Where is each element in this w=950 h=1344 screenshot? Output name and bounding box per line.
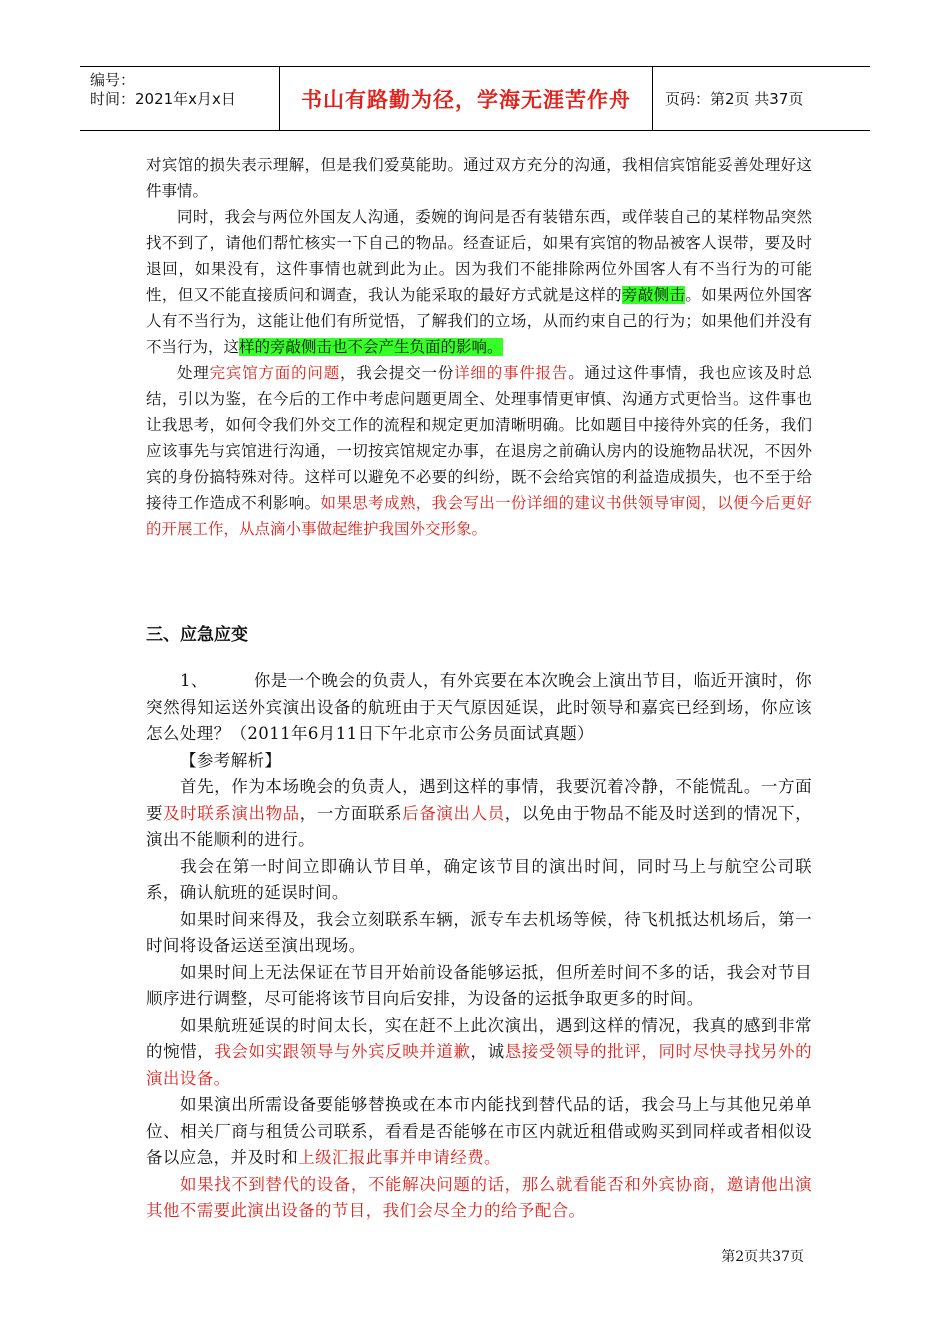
answer-paragraph: 我会在第一时间立即确认节目单，确定该节目的演出时间，同时马上与航空公司联系，确认航班的延误时间。	[146, 856, 812, 902]
page-footer: 第2页共37页	[721, 1249, 804, 1265]
answer-paragraph: 如果时间来得及，我会立刻联系车辆，派专车去机场等候，待飞机抵达机场后，第一时间将设备运送至演出现场。	[146, 909, 812, 955]
paragraph: 对宾馆的损失表示理解，但是我们爱莫能助。通过双方充分的沟通，我相信宾馆能妥善处理好这件事情。	[146, 156, 812, 200]
answer-paragraph: 如果航班延误的时间太长，实在赶不上此次演出，遇到这样的情况，我真的感到非常的惋惜，我会如实跟领导与外宾反映并道歉，诚恳接受领导的批评，同时尽快寻找另外的演出设备。	[146, 1015, 812, 1088]
highlight-text: 旁敲侧击	[621, 286, 686, 304]
answer-paragraph: 首先，作为本场晚会的负责人，遇到这样的事情，我要沉着冷静，不能慌乱。一方面要及时联系演出物品，一方面联系后备演出人员，以免由于物品不能及时送到的情况下，演出不能顺利的进行。	[146, 777, 813, 849]
answer-paragraph: 如果时间上无法保证在节目开始前设备能够运抵，但所差时间不多的话，我会对节目顺序进行调整，尽可能将该节目向后安排，为设备的运抵争取更多的时间。	[146, 962, 812, 1008]
red-text: 完宾馆方面的问题	[209, 364, 341, 382]
header-page-info: 页码：第2页 共37页	[665, 90, 804, 108]
section-title: 三、应急应变	[146, 625, 248, 645]
answer-paragraph: 如果演出所需设备要能够替换或在本市内能找到替代品的话，我会马上与其他兄弟单位、相关厂商与租赁公司联系，看看是否能够在市区内就近租借或购买到同样或者相似设备以应急，并及时和上级汇报此事并申请经费。	[146, 1095, 812, 1167]
red-text: 及时联系演出物品	[163, 803, 300, 823]
highlight-text: 样的旁敲侧击也不会产生负面的影响。	[239, 338, 503, 356]
paragraph: 处理完宾馆方面的问题，我会提交一份详细的事件报告。通过这件事情，我也应该及时总结，引以为鉴，在今后的工作中考虑问题更周全、处理事情更审慎、沟通方式更恰当。这件事也让我思考，如何令我们外交工作的流程和规定更加清晰明确。比如题目中接待外宾的任务，我们应该事先与宾馆进行沟通，一切按宾馆规定办事，在退房之前确认房内的设施物品状况，不因外宾的身份搞特殊对待。这样可以避免不必要的纠纷，既不会给宾馆的利益造成损失，也不至于给接待工作造成不利影响。如果思考成熟，我会写出一份详细的建议书供领导审阅，以便今后更好的开展工作，从点滴小事做起维护我国外交形象。	[146, 364, 812, 538]
paragraph: 同时，我会与两位外国友人沟通，委婉的询问是否有装错东西，或佯装自己的某样物品突然找不到了，请他们帮忙核实一下自己的物品。经查证后，如果有宾馆的物品被客人误带，要及时退回，如果没有，这件事情也就到此为止。因为我们不能排除两位外国客人有不当行为的可能性，但又不能直接质问和调查，我认为能采取的最好方式就是这样的旁敲侧击。如果两位外国客人有不当行为，这能让他们有所觉悟，了解我们的立场，从而约束自己的行为；如果他们并没有不当行为，这样的旁敲侧击也不会产生负面的影响。	[146, 208, 812, 356]
upper-body	[146, 152, 812, 542]
number-label: 编号：	[90, 71, 136, 89]
red-text: 我会如实跟领导与外宾反映并道歉	[214, 1042, 471, 1061]
question-block	[146, 668, 812, 1225]
red-text: 后备演出人员	[402, 803, 505, 823]
answer-paragraph: 如果找不到替代的设备，不能解决问题的话，那么就看能否和外宾协商，邀请他出演其他不需要此演出设备的节目，我们会尽全力的给予配合。	[146, 1174, 812, 1220]
header-motto: 书山有路勤为径，学海无涯苦作舟	[280, 67, 653, 130]
red-text: 上级汇报此事并申请经费。	[298, 1148, 501, 1167]
reference-label: 【参考解析】	[180, 750, 282, 770]
page-header	[80, 66, 870, 131]
red-text: 如果思考成熟，我会写出一份详细的建议书供领导审阅，以便今后更好的开展工作，从点滴小事做起维护我国外交形象。	[146, 494, 812, 538]
time-label: 时间：2021年x月x日	[90, 90, 236, 108]
header-meta	[80, 67, 280, 130]
question: 1、 你是一个晚会的负责人，有外宾要在本次晚会上演出节目，临近开演时，你突然得知运送外宾演出设备的航班由于天气原因延误，此时领导和嘉宾已经到场，你应该怎么处理？（2011年6月11日下午北京市公务员面试真题）	[146, 671, 812, 743]
red-text: 恳接受领导的批评，同时尽快寻找另外的演出设备。	[146, 1042, 812, 1088]
red-text: 详细的事件报告	[454, 364, 569, 382]
